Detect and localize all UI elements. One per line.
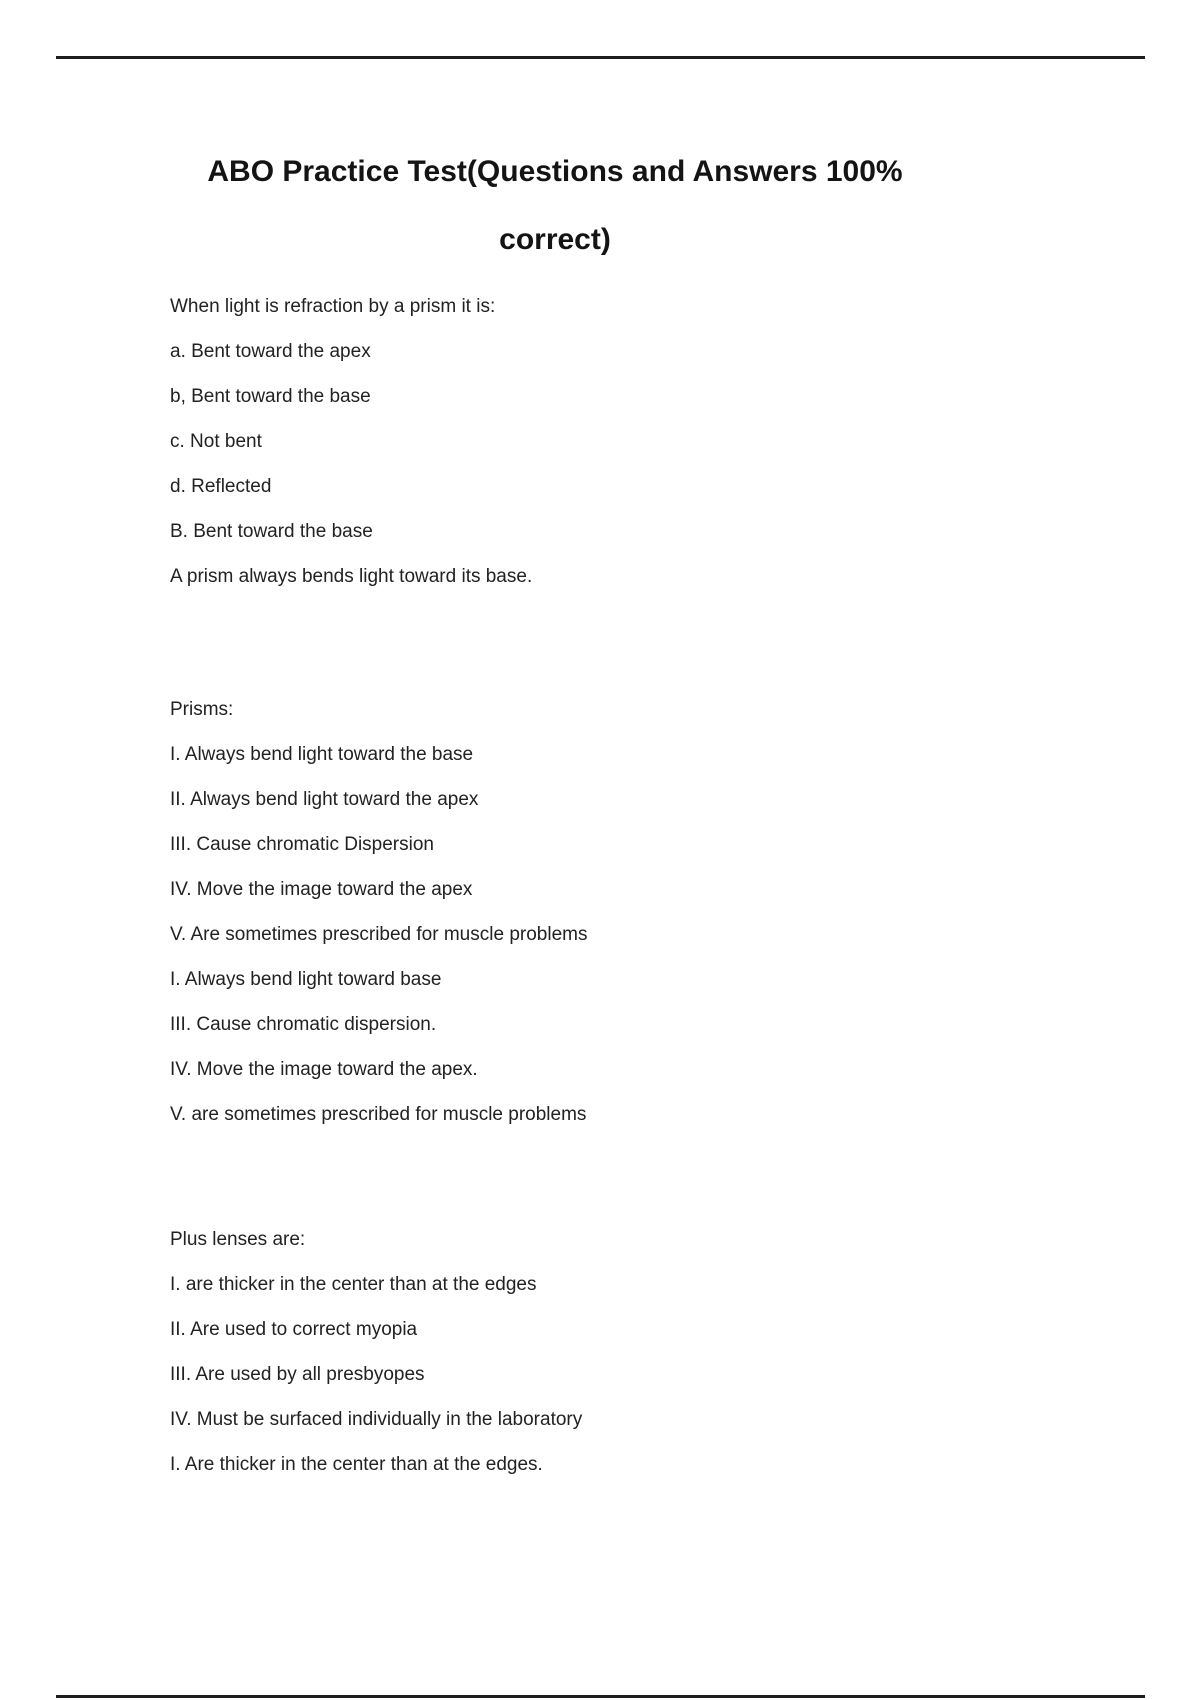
correct-answer-line: V. are sometimes prescribed for muscle problems — [170, 1104, 587, 1125]
answer-option: b, Bent toward the base — [170, 386, 371, 407]
answer-option: IV. Must be surfaced individually in the laboratory — [170, 1409, 583, 1430]
section-gap — [170, 599, 1200, 687]
section-gap — [170, 1137, 1200, 1217]
question-text: When light is refraction by a prism it is: — [170, 296, 496, 317]
document-title-line-1: ABO Practice Test(Questions and Answers 100% — [207, 155, 903, 188]
question-text: Prisms: — [170, 699, 234, 720]
explanation-line: A prism always bends light toward its base. — [170, 566, 533, 587]
correct-answer-line: I. Always bend light toward base — [170, 969, 442, 990]
answer-option: II. Are used to correct myopia — [170, 1319, 418, 1340]
correct-answer-line: I. Are thicker in the center than at the edges. — [170, 1454, 543, 1475]
question-text: Plus lenses are: — [170, 1229, 306, 1250]
answer-option: III. Are used by all presbyopes — [170, 1364, 425, 1385]
answer-option: III. Cause chromatic Dispersion — [170, 834, 434, 855]
question-block-3 — [170, 1217, 1200, 1487]
answer-option: c. Not bent — [170, 431, 262, 452]
answer-option: V. Are sometimes prescribed for muscle problems — [170, 924, 588, 945]
answer-option: I. Always bend light toward the base — [170, 744, 474, 765]
document-body — [170, 284, 1200, 1487]
answer-option: II. Always bend light toward the apex — [170, 789, 479, 810]
answer-option: I. are thicker in the center than at the edges — [170, 1274, 537, 1295]
correct-answer-line: IV. Move the image toward the apex. — [170, 1059, 478, 1080]
question-block-1 — [170, 284, 1200, 599]
question-block-2 — [170, 687, 1200, 1137]
answer-option: d. Reflected — [170, 476, 272, 497]
document-title — [170, 138, 940, 274]
answer-option: IV. Move the image toward the apex — [170, 879, 473, 900]
correct-answer-line: III. Cause chromatic dispersion. — [170, 1014, 437, 1035]
correct-answer-line: B. Bent toward the base — [170, 521, 373, 542]
bottom-horizontal-rule — [56, 1695, 1145, 1698]
answer-option: a. Bent toward the apex — [170, 341, 371, 362]
document-title-line-2: correct) — [499, 223, 611, 256]
page-content — [170, 0, 1200, 1487]
